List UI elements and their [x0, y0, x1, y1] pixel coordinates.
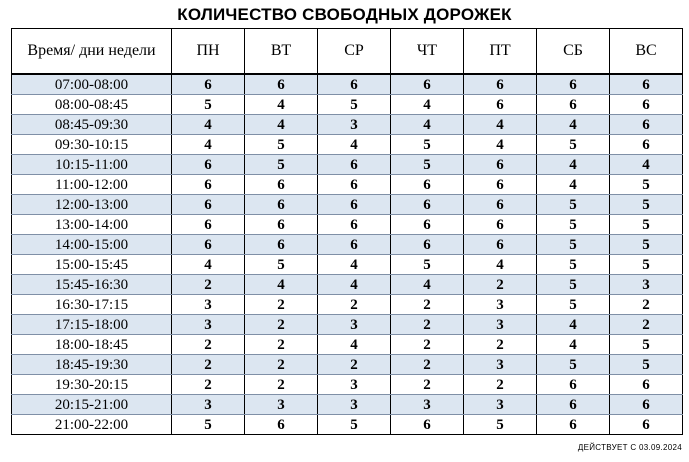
lane-count-cell: 5 [318, 95, 391, 115]
lane-count-cell: 5 [391, 255, 464, 275]
header-day-tue: ВТ [245, 29, 318, 75]
lane-count-cell: 3 [464, 295, 537, 315]
lane-count-cell: 3 [318, 315, 391, 335]
lane-count-cell: 6 [391, 235, 464, 255]
lane-count-cell: 5 [245, 135, 318, 155]
lane-count-cell: 4 [318, 335, 391, 355]
lane-count-cell: 4 [464, 255, 537, 275]
lane-count-cell: 6 [610, 95, 683, 115]
time-slot-cell: 21:00-22:00 [12, 415, 172, 435]
lane-count-cell: 6 [318, 155, 391, 175]
lane-count-cell: 3 [391, 395, 464, 415]
table-row [12, 295, 683, 315]
lane-count-cell: 5 [537, 295, 610, 315]
lane-count-cell: 2 [172, 275, 245, 295]
lane-count-cell: 5 [610, 215, 683, 235]
lane-count-cell: 6 [245, 215, 318, 235]
lane-count-cell: 5 [245, 155, 318, 175]
time-slot-cell: 15:00-15:45 [12, 255, 172, 275]
lanes-schedule-table [11, 28, 683, 435]
lane-count-cell: 5 [391, 135, 464, 155]
lane-count-cell: 4 [391, 115, 464, 135]
lane-count-cell: 4 [610, 155, 683, 175]
header-time-label: Время/ дни недели [12, 29, 172, 75]
header-day-wed: СР [318, 29, 391, 75]
lane-count-cell: 3 [464, 315, 537, 335]
time-slot-cell: 09:30-10:15 [12, 135, 172, 155]
lane-count-cell: 3 [172, 295, 245, 315]
lane-count-cell: 6 [610, 115, 683, 135]
lane-count-cell: 6 [245, 235, 318, 255]
table-row [12, 275, 683, 295]
lane-count-cell: 2 [245, 295, 318, 315]
lane-count-cell: 6 [610, 395, 683, 415]
table-row [12, 355, 683, 375]
lane-count-cell: 5 [537, 235, 610, 255]
lane-count-cell: 4 [245, 275, 318, 295]
lane-count-cell: 6 [464, 215, 537, 235]
lane-count-cell: 3 [464, 355, 537, 375]
lane-count-cell: 2 [245, 355, 318, 375]
lane-count-cell: 3 [318, 395, 391, 415]
lane-count-cell: 4 [245, 115, 318, 135]
lane-count-cell: 6 [318, 215, 391, 235]
time-slot-cell: 12:00-13:00 [12, 195, 172, 215]
lane-count-cell: 6 [464, 155, 537, 175]
lane-count-cell: 2 [464, 335, 537, 355]
lane-count-cell: 2 [610, 295, 683, 315]
lane-count-cell: 2 [464, 275, 537, 295]
lane-count-cell: 4 [318, 135, 391, 155]
lane-count-cell: 6 [172, 215, 245, 235]
lane-count-cell: 4 [391, 95, 464, 115]
lane-count-cell: 3 [610, 275, 683, 295]
lane-count-cell: 6 [245, 175, 318, 195]
lane-count-cell: 6 [610, 135, 683, 155]
lane-count-cell: 6 [537, 95, 610, 115]
lane-count-cell: 6 [391, 195, 464, 215]
lane-count-cell: 2 [245, 315, 318, 335]
lane-count-cell: 6 [172, 74, 245, 95]
lane-count-cell: 6 [537, 395, 610, 415]
lane-count-cell: 6 [391, 175, 464, 195]
lane-count-cell: 4 [318, 255, 391, 275]
lane-count-cell: 2 [610, 315, 683, 335]
table-body [12, 74, 683, 435]
lane-count-cell: 2 [391, 335, 464, 355]
lane-count-cell: 6 [610, 415, 683, 435]
lane-count-cell: 2 [318, 295, 391, 315]
table-row [12, 235, 683, 255]
table-row [12, 155, 683, 175]
table-row [12, 74, 683, 95]
lane-count-cell: 2 [391, 315, 464, 335]
lane-count-cell: 2 [391, 375, 464, 395]
lane-count-cell: 2 [245, 335, 318, 355]
header-day-mon: ПН [172, 29, 245, 75]
lane-count-cell: 4 [318, 275, 391, 295]
time-slot-cell: 08:00-08:45 [12, 95, 172, 115]
lane-count-cell: 5 [537, 255, 610, 275]
table-row [12, 215, 683, 235]
header-day-fri: ПТ [464, 29, 537, 75]
lane-count-cell: 5 [610, 175, 683, 195]
time-slot-cell: 08:45-09:30 [12, 115, 172, 135]
lane-count-cell: 2 [245, 375, 318, 395]
time-slot-cell: 17:15-18:00 [12, 315, 172, 335]
table-row [12, 95, 683, 115]
lane-count-cell: 5 [537, 355, 610, 375]
lane-count-cell: 5 [610, 255, 683, 275]
lane-count-cell: 6 [172, 195, 245, 215]
time-slot-cell: 18:45-19:30 [12, 355, 172, 375]
table-row [12, 115, 683, 135]
lane-count-cell: 6 [464, 175, 537, 195]
lane-count-cell: 2 [464, 375, 537, 395]
lane-count-cell: 6 [318, 235, 391, 255]
time-slot-cell: 19:30-20:15 [12, 375, 172, 395]
page-title: КОЛИЧЕСТВО СВОБОДНЫХ ДОРОЖЕК [177, 5, 512, 24]
table-row [12, 175, 683, 195]
lane-count-cell: 2 [391, 355, 464, 375]
time-slot-cell: 18:00-18:45 [12, 335, 172, 355]
time-slot-cell: 07:00-08:00 [12, 74, 172, 95]
lane-count-cell: 5 [464, 415, 537, 435]
lane-count-cell: 5 [391, 155, 464, 175]
lane-count-cell: 3 [172, 395, 245, 415]
lane-count-cell: 4 [172, 115, 245, 135]
lane-count-cell: 5 [537, 135, 610, 155]
lane-count-cell: 6 [318, 195, 391, 215]
lane-count-cell: 4 [537, 115, 610, 135]
lane-count-cell: 2 [172, 375, 245, 395]
lane-count-cell: 6 [391, 215, 464, 235]
lane-count-cell: 6 [318, 74, 391, 95]
lane-count-cell: 4 [537, 155, 610, 175]
lane-count-cell: 5 [318, 415, 391, 435]
lane-count-cell: 5 [537, 275, 610, 295]
lane-count-cell: 6 [391, 415, 464, 435]
time-slot-cell: 11:00-12:00 [12, 175, 172, 195]
time-slot-cell: 13:00-14:00 [12, 215, 172, 235]
table-row [12, 255, 683, 275]
table-row [12, 195, 683, 215]
lane-count-cell: 5 [245, 255, 318, 275]
lane-count-cell: 5 [610, 235, 683, 255]
lane-count-cell: 4 [464, 115, 537, 135]
lane-count-cell: 6 [245, 195, 318, 215]
table-row [12, 375, 683, 395]
table-row [12, 395, 683, 415]
header-day-sat: СБ [537, 29, 610, 75]
lane-count-cell: 5 [610, 195, 683, 215]
lane-count-cell: 3 [318, 375, 391, 395]
lane-count-cell: 6 [172, 155, 245, 175]
lane-count-cell: 2 [391, 295, 464, 315]
lane-count-cell: 3 [245, 395, 318, 415]
table-header-row [12, 29, 683, 75]
header-day-thu: ЧТ [391, 29, 464, 75]
lane-count-cell: 2 [172, 355, 245, 375]
lane-count-cell: 6 [464, 195, 537, 215]
lane-count-cell: 4 [464, 135, 537, 155]
lane-count-cell: 3 [172, 315, 245, 335]
lane-count-cell: 4 [537, 315, 610, 335]
time-slot-cell: 10:15-11:00 [12, 155, 172, 175]
lane-count-cell: 4 [172, 135, 245, 155]
lane-count-cell: 5 [610, 355, 683, 375]
lane-count-cell: 6 [610, 375, 683, 395]
lane-count-cell: 5 [537, 215, 610, 235]
lane-count-cell: 6 [537, 74, 610, 95]
lane-count-cell: 6 [537, 415, 610, 435]
table-row [12, 335, 683, 355]
lane-count-cell: 6 [172, 175, 245, 195]
time-slot-cell: 14:00-15:00 [12, 235, 172, 255]
header-day-sun: ВС [610, 29, 683, 75]
time-slot-cell: 20:15-21:00 [12, 395, 172, 415]
lane-count-cell: 4 [391, 275, 464, 295]
time-slot-cell: 15:45-16:30 [12, 275, 172, 295]
lane-count-cell: 6 [391, 74, 464, 95]
lane-count-cell: 3 [318, 115, 391, 135]
lane-count-cell: 6 [464, 235, 537, 255]
lane-count-cell: 4 [537, 175, 610, 195]
time-slot-cell: 16:30-17:15 [12, 295, 172, 315]
table-row [12, 415, 683, 435]
lane-count-cell: 6 [610, 74, 683, 95]
lane-count-cell: 4 [245, 95, 318, 115]
lane-count-cell: 2 [172, 335, 245, 355]
lane-count-cell: 6 [245, 415, 318, 435]
lane-count-cell: 6 [464, 74, 537, 95]
lane-count-cell: 5 [537, 195, 610, 215]
effective-date-note: ДЕЙСТВУЕТ С 03.09.2024 [577, 443, 682, 452]
table-row [12, 135, 683, 155]
lane-count-cell: 2 [318, 355, 391, 375]
lane-count-cell: 5 [172, 415, 245, 435]
lane-count-cell: 3 [464, 395, 537, 415]
lane-count-cell: 6 [464, 95, 537, 115]
lane-count-cell: 6 [172, 235, 245, 255]
lane-count-cell: 4 [537, 335, 610, 355]
lane-count-cell: 5 [172, 95, 245, 115]
lane-count-cell: 6 [245, 74, 318, 95]
lane-count-cell: 4 [172, 255, 245, 275]
table-row [12, 315, 683, 335]
lane-count-cell: 6 [537, 375, 610, 395]
lane-count-cell: 5 [610, 335, 683, 355]
lane-count-cell: 6 [318, 175, 391, 195]
